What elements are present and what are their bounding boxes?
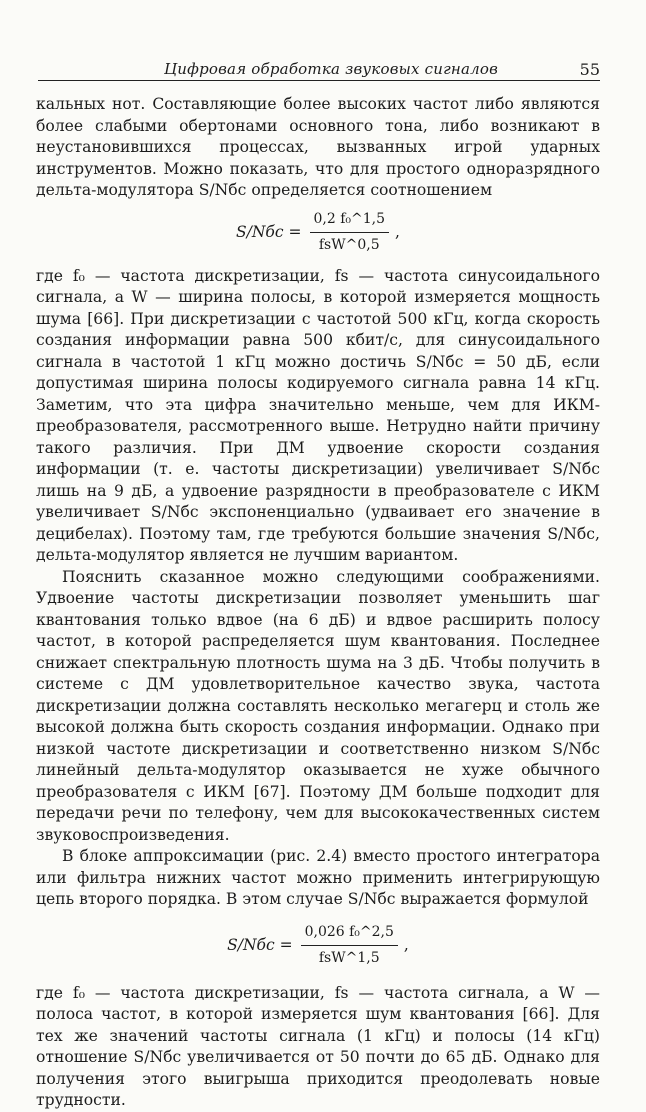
formula-fraction xyxy=(301,922,398,970)
formula-tail: , xyxy=(395,222,400,241)
paragraph-explanation: Пояснить сказанное можно следующими соображениями. Удвоение частоты дискретизации позволяет уменьшить шаг квантования только вдвое (на 6 дБ) и вдвое расширить полосу частот, в которой распределяется шум квантования. Последнее снижает спектральную плотность шума на 3 дБ. Чтобы получить в системе с ДМ удовлетворительное качество звука, частота дискретизации должна составлять несколько мегагерц и столь же высокой должна быть скорость создания информации. Однако при низкой частоте дискретизации и соответственно низком S/Nбс линейный дельта-модулятор оказывается не хуже обычного преобразователя с ИКМ [67]. Поэтому ДМ больше подходит для передачи речи по телефону, чем для высококачественных систем звуковоспроизведения. xyxy=(36,567,600,844)
page-body xyxy=(36,94,600,1112)
header-rule xyxy=(38,80,600,81)
formula-lhs: S/Nбс = xyxy=(227,935,293,954)
formula-numerator: 0,026 f₀^2,5 xyxy=(301,922,398,947)
formula-second-order xyxy=(36,917,600,975)
paragraph-approximation: В блоке аппроксимации (рис. 2.4) вместо простого интегратора или фильтра нижних частот можно применить интегрирующую цепь второго порядка. В этом случае S/Nбс выражается формулой xyxy=(36,847,600,908)
formula-lhs: S/Nбс = xyxy=(236,222,302,241)
formula-tail: , xyxy=(403,935,409,954)
formula-delta-modulator xyxy=(36,204,600,262)
formula-denominator: fsW^0,5 xyxy=(318,237,380,253)
formula-denominator: fsW^1,5 xyxy=(318,950,380,966)
paragraph-definitions: где f₀ — частота дискретизации, fs — частота синусоидального сигнала, а W — ширина полосы, в которой измеряется мощность шума [66]. При дискретизации с частотой 500 кГц, когда скорость создания информации равна 500 кбит/с, для синусоидального сигнала в частотой 1 кГц можно достичь S/Nбс = 50 дБ, если допустимая ширина полосы кодируемого сигнала равна 14 кГц. Заметим, что эта цифра значительно меньше, чем для ИКМ-преобразователя, рассмотренного выше. Нетрудно найти причину такого различия. При ДМ удвоение скорости создания информации (т. е. частоты дискретизации) увеличивает S/Nбс лишь на 9 дБ, а удвоение разрядности в преобразователе с ИКМ увеличивает S/Nбс экспоненциально (удваивает его значение в децибелах). Поэтому там, где требуются большие значения S/Nбс, дельта-модулятор является не лучшим вариантом. xyxy=(36,266,600,564)
paragraph-conclusion: где f₀ — частота дискретизации, fs — частота сигнала, а W — полоса частот, в которой измеряется шум квантования [66]. Для тех же значений частоты сигнала (1 кГц) и полосы (14 кГц) отношение S/Nбс увеличивается от 50 почти до 65 дБ. Однако для получения этого выигрыша приходится преодолевать новые трудности. xyxy=(36,983,600,1109)
running-title: Цифровая обработка звуковых сигналов xyxy=(164,60,499,78)
formula-numerator: 0,2 f₀^1,5 xyxy=(310,209,390,234)
formula-fraction xyxy=(310,209,390,257)
page-header xyxy=(38,60,600,82)
paragraph-continued: кальных нот. Составляющие более высоких частот либо являются более слабыми обертонами основного тона, либо возникают в неустановившихся процессах, вызванных игрой ударных инструментов. Можно показать, что для простого одноразрядного дельта-модулятора S/Nбс определяется соотношением xyxy=(36,95,600,199)
page-number: 55 xyxy=(579,60,600,79)
